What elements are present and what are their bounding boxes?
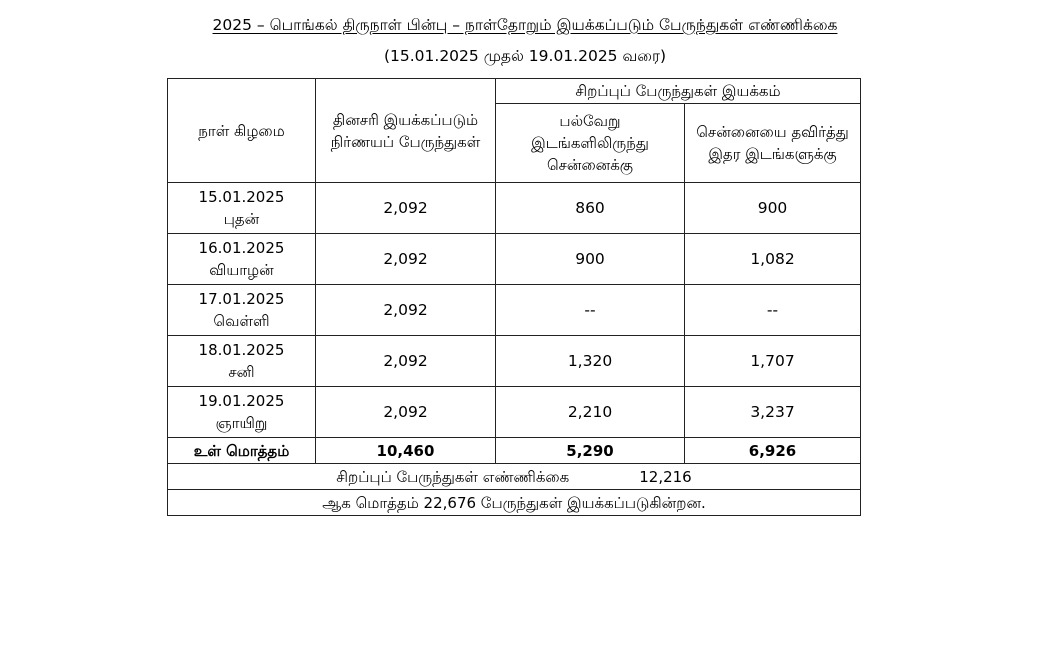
document-title-text: 2025 – பொங்கல் திருநாள் பின்பு – நாள்தோறும் இயக்கப்படும் பேருந்துகள் எண்ணிக்கை	[212, 16, 838, 34]
row-to-chennai: 2,210	[496, 387, 685, 438]
row-date-day	[168, 285, 316, 336]
header-day: நாள் கிழமை	[168, 79, 316, 183]
row-date: 19.01.2025	[198, 392, 285, 410]
header-row-top	[168, 79, 861, 104]
totals-other: 6,926	[685, 438, 861, 464]
table-row	[168, 387, 861, 438]
row-to-chennai: --	[496, 285, 685, 336]
row-day: வெள்ளி	[213, 312, 270, 330]
row-regular: 2,092	[316, 387, 496, 438]
header-regular-buses: தினசரி இயக்கப்படும் நிர்ணயப் பேருந்துகள்	[316, 79, 496, 183]
row-day: ஞாயிறு	[215, 414, 268, 432]
row-day: வியாழன்	[209, 261, 274, 279]
row-regular: 2,092	[316, 234, 496, 285]
row-regular: 2,092	[316, 336, 496, 387]
row-other: 1,082	[685, 234, 861, 285]
special-count-label: சிறப்புப் பேருந்துகள் எண்ணிக்கை	[336, 467, 570, 486]
row-to-chennai: 1,320	[496, 336, 685, 387]
row-date-day	[168, 234, 316, 285]
table-row	[168, 234, 861, 285]
row-date: 17.01.2025	[198, 290, 285, 308]
row-regular: 2,092	[316, 285, 496, 336]
document-title	[0, 14, 1050, 36]
row-date: 18.01.2025	[198, 341, 285, 359]
grand-total-text: ஆக மொத்தம் 22,676 பேருந்துகள் இயக்கப்படுகின்றன.	[168, 490, 861, 516]
row-day: புதன்	[223, 210, 260, 228]
row-date-day	[168, 387, 316, 438]
row-other: 3,237	[685, 387, 861, 438]
row-date: 15.01.2025	[198, 188, 285, 206]
header-special-buses: சிறப்புப் பேருந்துகள் இயக்கம்	[496, 79, 861, 104]
special-count-value: 12,216	[639, 467, 692, 486]
row-day: சனி	[228, 363, 255, 381]
totals-regular: 10,460	[316, 438, 496, 464]
row-other: 1,707	[685, 336, 861, 387]
grand-total-row	[168, 490, 861, 516]
row-date: 16.01.2025	[198, 239, 285, 257]
row-to-chennai: 900	[496, 234, 685, 285]
totals-row	[168, 438, 861, 464]
totals-label: உள் மொத்தம்	[168, 438, 316, 464]
row-other: 900	[685, 183, 861, 234]
special-count-cell	[168, 464, 861, 490]
totals-to-chennai: 5,290	[496, 438, 685, 464]
header-other-places: சென்னையை தவிர்த்து இதர இடங்களுக்கு	[685, 104, 861, 183]
special-count-row	[168, 464, 861, 490]
document-subtitle: (15.01.2025 முதல் 19.01.2025 வரை)	[383, 47, 667, 65]
row-to-chennai: 860	[496, 183, 685, 234]
table-row	[168, 336, 861, 387]
table-row	[168, 183, 861, 234]
header-to-chennai: பல்வேறு இடங்களிலிருந்து சென்னைக்கு	[496, 104, 685, 183]
row-other: --	[685, 285, 861, 336]
table-row	[168, 285, 861, 336]
row-date-day	[168, 183, 316, 234]
bus-count-table	[167, 78, 861, 516]
row-regular: 2,092	[316, 183, 496, 234]
row-date-day	[168, 336, 316, 387]
